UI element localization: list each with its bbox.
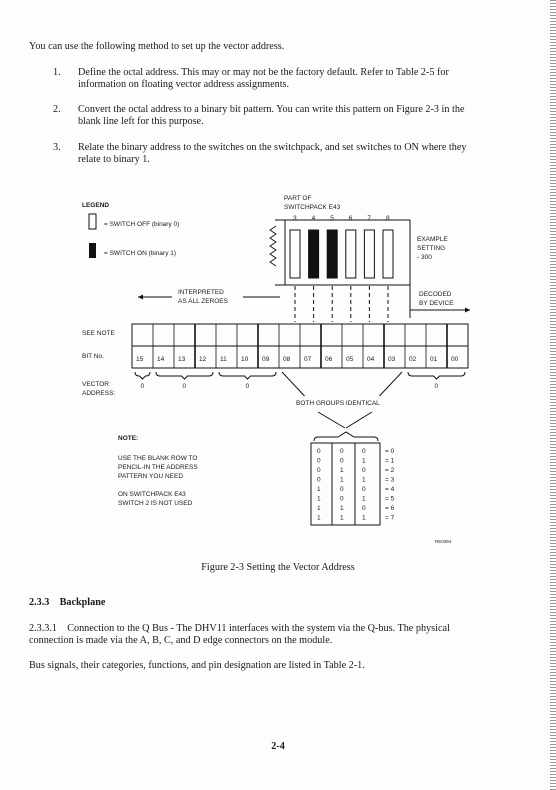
vector-digit: 0 bbox=[245, 383, 250, 390]
bit-number: 10 bbox=[241, 356, 249, 363]
truth-table-bit: 0 bbox=[340, 448, 344, 455]
para-1-line-1: 2.3.3.1 Connection to the Q Bus - The DHV11 interfaces with the system via the Q-bus. The physical bbox=[29, 623, 450, 634]
part-of-label: PART OF bbox=[284, 195, 312, 202]
truth-table-bit: 1 bbox=[362, 457, 366, 465]
truth-table-bit: 0 bbox=[362, 486, 366, 493]
bit-number: 15 bbox=[136, 356, 144, 363]
bit-number: 12 bbox=[199, 356, 207, 363]
truth-table-value: = 5 bbox=[385, 495, 395, 503]
legend-switch-off-icon bbox=[89, 214, 96, 229]
truth-table-bit: 1 bbox=[317, 514, 321, 522]
truth-table-bit: 0 bbox=[340, 495, 344, 503]
bit-number: 05 bbox=[346, 356, 354, 363]
example-label-3: - 300 bbox=[417, 254, 432, 261]
intro-text: You can use the following method to set up the vector address. bbox=[29, 41, 285, 52]
interpreted-label-1: INTERPRETED bbox=[178, 289, 224, 296]
switch-off-rocker bbox=[383, 230, 393, 278]
switch-number: 3 bbox=[293, 215, 297, 222]
truth-table-bit: 0 bbox=[340, 486, 344, 493]
bit-number: 11 bbox=[220, 356, 227, 363]
note-line-1: USE THE BLANK ROW TO bbox=[118, 455, 198, 462]
step-1-line2: information on floating vector address assignments. bbox=[78, 79, 290, 90]
switch-off-rocker bbox=[364, 230, 374, 278]
truth-table-bit: 0 bbox=[362, 505, 366, 512]
note2-line-1: ON SWITCHPACK E43 bbox=[118, 491, 186, 498]
bit-number: 00 bbox=[451, 356, 459, 363]
octal-group-braces bbox=[135, 372, 465, 396]
truth-table-bit: 1 bbox=[340, 514, 344, 522]
bit-number: 13 bbox=[178, 356, 186, 363]
truth-table-bit: 1 bbox=[317, 495, 321, 503]
truth-table-bit: 0 bbox=[340, 457, 344, 465]
truth-table-bit: 1 bbox=[340, 467, 344, 474]
switch-on-rocker bbox=[327, 230, 337, 278]
vector-label-2: ADDRESS: bbox=[82, 390, 116, 397]
step-3-line2: relate to binary 1. bbox=[78, 154, 150, 165]
bit-no-label: BIT No. bbox=[82, 353, 104, 360]
vector-digit: 0 bbox=[182, 383, 187, 390]
truth-table-bit: 0 bbox=[317, 476, 321, 484]
step-2-number: 2. bbox=[53, 104, 61, 115]
decoded-label-2: BY DEVICE bbox=[419, 300, 454, 307]
truth-table-frame bbox=[311, 443, 380, 525]
figure-caption: Figure 2-3 Setting the Vector Address bbox=[201, 562, 355, 573]
switch-numbers bbox=[293, 215, 390, 222]
switch-off-rocker bbox=[290, 230, 300, 278]
para-1-line-2: connection is made via the A, B, C, and D edge connectors on the module. bbox=[29, 635, 333, 646]
truth-table-bit: 0 bbox=[317, 467, 321, 474]
switch-number: 5 bbox=[330, 215, 334, 222]
note-line-3: PATTERN YOU NEED bbox=[118, 473, 184, 480]
group-connector bbox=[282, 372, 305, 396]
bit-number: 08 bbox=[283, 356, 291, 363]
switch-group bbox=[290, 230, 393, 278]
truth-table-bit: 1 bbox=[362, 476, 366, 484]
legend-title: LEGEND bbox=[82, 202, 110, 209]
octal-group-brace bbox=[135, 372, 150, 379]
bit-number: 02 bbox=[409, 356, 417, 363]
octal-group-brace bbox=[156, 372, 213, 379]
switch-number: 4 bbox=[311, 215, 316, 222]
arrowhead-left-icon bbox=[138, 295, 143, 300]
truth-table bbox=[317, 448, 395, 522]
see-note-label: SEE NOTE bbox=[82, 330, 115, 337]
truth-table-value: = 1 bbox=[385, 457, 395, 465]
step-1-line1: Define the octal address. This may or may not be the factory default. Refer to Table 2-5 for bbox=[78, 67, 449, 78]
bit-number: 01 bbox=[430, 356, 438, 363]
bit-number: 04 bbox=[367, 356, 375, 363]
step-1-number: 1. bbox=[53, 67, 61, 78]
truth-table-bit: 0 bbox=[317, 448, 321, 455]
group-connector bbox=[380, 372, 403, 396]
switch-number: 7 bbox=[367, 215, 372, 222]
both-groups-label: BOTH GROUPS IDENTICAL bbox=[296, 400, 380, 407]
bit-grid bbox=[132, 324, 468, 368]
page-number: 2-4 bbox=[271, 741, 285, 752]
truth-table-bit: 1 bbox=[362, 514, 366, 522]
truth-table-value: = 0 bbox=[385, 448, 395, 455]
switch-to-bit-dashes bbox=[295, 286, 388, 322]
converge-line-left bbox=[318, 412, 345, 428]
octal-group-brace bbox=[408, 372, 465, 379]
switch-number: 6 bbox=[348, 215, 353, 222]
truth-table-value: = 3 bbox=[385, 476, 395, 484]
vector-digit: 0 bbox=[140, 383, 145, 390]
para-2: Bus signals, their categories, functions, and pin designation are listed in Table 2-1. bbox=[29, 660, 365, 671]
truth-table-bit: 0 bbox=[317, 457, 321, 465]
switchpack-left-edge bbox=[275, 220, 285, 285]
truth-table-value: = 6 bbox=[385, 505, 395, 512]
truth-table-bit: 0 bbox=[362, 467, 366, 474]
arrowhead-right-icon bbox=[465, 308, 470, 313]
truth-table-bit: 1 bbox=[340, 505, 344, 512]
truth-table-bit: 1 bbox=[317, 486, 321, 493]
step-3-line1: Relate the binary address to the switches on the switchpack, and set switches to ON where they bbox=[78, 142, 467, 153]
vector-label-1: VECTOR bbox=[82, 381, 109, 388]
example-label-2: SETTING bbox=[417, 245, 446, 252]
step-3-number: 3. bbox=[53, 142, 61, 153]
note2-line-2: SWITCH 2 IS NOT USED bbox=[118, 500, 193, 507]
switchpack-label: SWITCHPACK E43 bbox=[284, 204, 341, 211]
bit-number: 07 bbox=[304, 356, 312, 363]
decoded-label-1: DECODED bbox=[419, 291, 452, 298]
truth-table-bit: 1 bbox=[340, 476, 344, 484]
bit-number: 03 bbox=[388, 356, 396, 363]
example-label-1: EXAMPLE bbox=[417, 236, 448, 243]
switch-off-rocker bbox=[346, 230, 356, 278]
converge-line-right bbox=[346, 412, 372, 428]
step-2-line1: Convert the octal address to a binary bit pattern. You can write this pattern on Figure 2-3 in the bbox=[78, 104, 465, 115]
note-title: NOTE: bbox=[118, 435, 139, 442]
bit-number: 06 bbox=[325, 356, 333, 363]
truth-table-bit: 0 bbox=[362, 448, 366, 455]
legend-switch-on-icon bbox=[89, 243, 96, 258]
section-heading: 2.3.3 Backplane bbox=[29, 597, 106, 608]
switchpack-break-icon bbox=[270, 226, 276, 266]
step-2-line2: blank line left for this purpose. bbox=[78, 116, 204, 127]
truth-table-bit: 1 bbox=[362, 495, 366, 503]
truth-table-value: = 7 bbox=[385, 514, 395, 522]
vector-digit: 0 bbox=[434, 383, 439, 390]
bit-number: 09 bbox=[262, 356, 270, 363]
legend-on-text: = SWITCH ON (binary 1) bbox=[104, 250, 177, 257]
truth-table-brace bbox=[314, 432, 378, 441]
switch-on-rocker bbox=[309, 230, 319, 278]
truth-table-bit: 1 bbox=[317, 505, 321, 512]
interpreted-label-2: AS ALL ZEROES bbox=[178, 298, 228, 305]
note-line-2: PENCIL-IN THE ADDRESS bbox=[118, 464, 198, 471]
truth-table-value: = 2 bbox=[385, 467, 395, 474]
octal-group-brace bbox=[219, 372, 276, 379]
bit-number: 14 bbox=[157, 356, 165, 363]
truth-table-value: = 4 bbox=[385, 486, 395, 493]
switch-number: 8 bbox=[386, 215, 390, 222]
figure-ref-code: RE0394 bbox=[435, 539, 452, 544]
legend-off-text: = SWITCH OFF (binary 0) bbox=[104, 221, 180, 228]
